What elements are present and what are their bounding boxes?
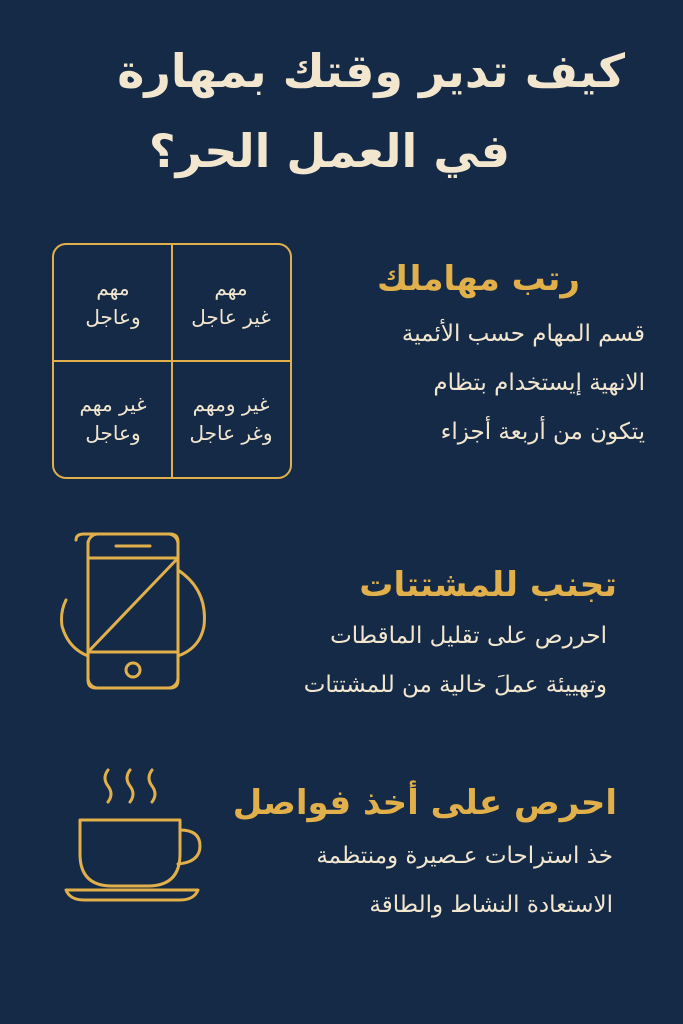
section-heading-take-breaks: احرص على أخذ فواصل [232, 783, 617, 823]
matrix-cell-important-not-urgent [172, 245, 290, 361]
body-line: خذ استراحات عـصيرة ومنتظمة [316, 843, 613, 869]
matrix-cell-line: وغر عاجل [189, 421, 273, 445]
body-line: يتكون من أربعة أجزاء [440, 419, 645, 445]
page-title-line-1: كيف تدير وقتك بمهارة [117, 44, 625, 98]
section-body-organize-tasks [402, 310, 645, 457]
matrix-cell-important-urgent [54, 245, 172, 361]
section-body-avoid-distractions [304, 612, 607, 710]
matrix-cell-line: مهم [96, 276, 130, 300]
matrix-cell-line: غير مهم [79, 392, 147, 416]
section-heading-avoid-distractions: تجنب للمشتتات [359, 565, 617, 605]
phone-off-icon [58, 530, 218, 700]
priority-matrix-icon [52, 243, 292, 479]
body-line: قسم المهام حسب الأئمية [401, 321, 645, 347]
section-heading-organize-tasks: رتب مهاملك [376, 259, 580, 299]
matrix-cell-line: غير ومهم [192, 392, 270, 416]
matrix-cell-not-important-not-urgent [172, 361, 290, 477]
matrix-cell-line: غير عاجل [191, 305, 271, 329]
matrix-cell-not-important-urgent [54, 361, 172, 477]
matrix-cell-line: وعاجل [85, 305, 141, 329]
body-line: احررص على تقليل الماقطات [330, 623, 607, 649]
page-title-line-2: في العمل الحر؟ [148, 124, 510, 178]
matrix-cell-line: وعاجل [85, 421, 141, 445]
body-line: الانهية إيستخدام بتظام [433, 370, 645, 396]
matrix-cell-line: مهم [214, 276, 248, 300]
body-line: وتهييئة عملَ خالية من للمشتتات [303, 672, 607, 698]
coffee-cup-icon [62, 762, 212, 912]
body-line: الاستعادة النشاط والطاقة [369, 892, 613, 918]
section-body-take-breaks [316, 832, 613, 930]
